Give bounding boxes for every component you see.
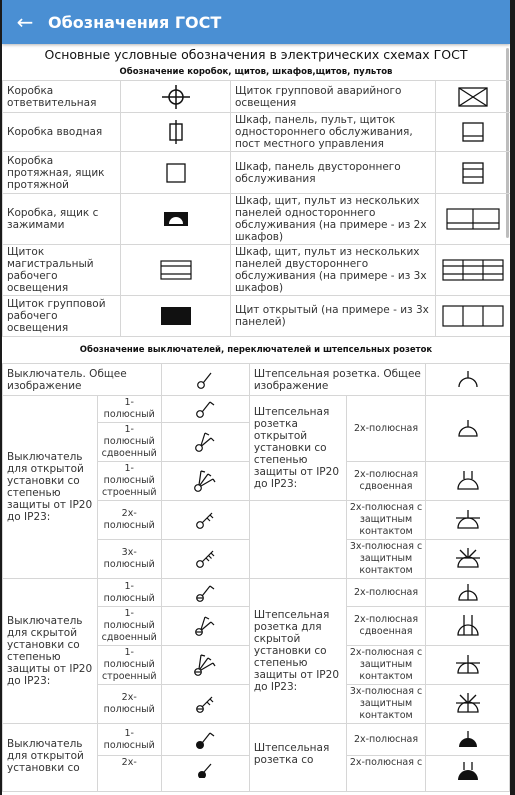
hidden-switch-2p-icon [161, 685, 249, 724]
socket-type: 2х-полюсная с защитным контактом [346, 501, 425, 540]
main-lighting-panel-icon [121, 245, 231, 296]
socket-type: 2х-полюсная [346, 724, 425, 756]
switches-table [2, 363, 510, 792]
socket-type: 2х-полюсная с защитным контактом [346, 646, 425, 685]
socket-type: 2х-полюсная [346, 579, 425, 607]
symbol-name: Шкаф, щит, пульт из нескольких панелей одностороннего обслуживания (на примере - из 2х шкафов) [231, 194, 436, 245]
table-row [3, 364, 510, 396]
page-title: Основные условные обозначения в электрических схемах ГОСТ [44, 47, 468, 62]
switch-type: 1-полюсный сдвоенный [97, 607, 161, 646]
section-2-title: Обозначение выключателей, переключателей и штепсельных розеток [79, 345, 433, 355]
switch-type: 3х-полюсный [97, 540, 161, 579]
switch-3p-icon [161, 540, 249, 579]
socket-group-label: Штепсельная розетка открытой установки со степенью защиты от IP20 до IP23: [249, 396, 346, 501]
hidden-socket-3p-ground-icon [426, 685, 510, 724]
single-side-cabinet-icon [436, 113, 511, 152]
symbol-name: Щиток групповой рабочего освещения [3, 296, 121, 337]
socket-2p-ground-icon [426, 501, 510, 540]
switch-1p-triple-icon [161, 462, 249, 501]
socket-group-label: Штепсельная розетка для скрытой установки со степенью защиты от IP20 до IP23: [249, 579, 346, 724]
waterproof-switch-2p-icon [161, 756, 249, 792]
app-bar [2, 0, 510, 44]
hidden-socket-2p-icon [426, 579, 510, 607]
symbol-name: Коробка вводная [3, 113, 121, 152]
socket-type: 2х-полюсная с [346, 756, 425, 792]
double-side-cabinet-icon [436, 152, 511, 194]
switch-1p-double-icon [161, 423, 249, 462]
boxes-table [2, 80, 510, 337]
table-row [3, 194, 511, 245]
switch-group-label: Выключатель для открытой установки со степенью защиты от IP20 до IP23: [3, 396, 98, 579]
socket-group-label: Штепсельная розетка со [249, 724, 346, 792]
section-1-title: Обозначение коробок, щитов, шкафов,щитов, пультов [119, 67, 393, 77]
switch-type: 1-полюсный строенный [97, 462, 161, 501]
socket-type: 2х-полюсная сдвоенная [346, 462, 425, 501]
switch-type: 2х-полюсный [97, 501, 161, 540]
symbol-name: Штепсельная розетка. Общее изображение [249, 364, 425, 396]
symbol-name: Коробка протяжная, ящик протяжной [3, 152, 121, 194]
switch-1p-icon [161, 396, 249, 423]
waterproof-socket-2p-icon [426, 724, 510, 756]
symbol-name: Щиток групповой аварийного освещения [231, 81, 436, 113]
pull-box-icon [121, 152, 231, 194]
three-panel-cabinet-icon [436, 245, 511, 296]
table-row [3, 81, 511, 113]
socket-type: 3х-полюсная с защитным контактом [346, 540, 425, 579]
switch-type: 1-полюсный строенный [97, 646, 161, 685]
terminal-box-icon [121, 194, 231, 245]
switch-type: 1-полюсный [97, 579, 161, 607]
symbol-name: Щит открытый (на примере - из 3х панелей) [231, 296, 436, 337]
open-board-icon [436, 296, 511, 337]
symbol-name: Коробка, ящик с зажимами [3, 194, 121, 245]
table-row [3, 245, 511, 296]
group-lighting-panel-icon [121, 296, 231, 337]
socket-type: 2х-полюсная [346, 396, 425, 462]
waterproof-socket-2p-double-icon [426, 756, 510, 792]
content [2, 44, 510, 792]
symbol-name: Шкаф, панель двустороннего обслуживания [231, 152, 436, 194]
app-title: Обозначения ГОСТ [48, 12, 222, 32]
switch-group-label: Выключатель для скрытой установки со степенью защиты от IP20 до IP23: [3, 579, 98, 724]
socket-2p-icon [426, 396, 510, 462]
table-row [3, 296, 511, 337]
switch-icon [161, 364, 249, 396]
switch-type: 2х- [97, 756, 161, 792]
socket-icon [426, 364, 510, 396]
switch-type: 1-полюсный [97, 724, 161, 756]
symbol-name: Выключатель. Общее изображение [3, 364, 162, 396]
input-box-icon [121, 113, 231, 152]
switch-type: 2х-полюсный [97, 685, 161, 724]
switch-type: 1-полюсный сдвоенный [97, 423, 161, 462]
symbol-name: Шкаф, щит, пульт из нескольких панелей двустороннего обслуживания (на примере - из 3х шкафов) [231, 245, 436, 296]
switch-2p-icon [161, 501, 249, 540]
arrow-left-icon[interactable]: ← [16, 10, 34, 34]
hidden-switch-1p-double-icon [161, 607, 249, 646]
socket-type: 3х-полюсная с защитным контактом [346, 685, 425, 724]
symbol-name: Коробка ответвительная [3, 81, 121, 113]
symbol-name: Щиток магистральный рабочего освещения [3, 245, 121, 296]
hidden-socket-2p-double-icon [426, 607, 510, 646]
symbol-name: Шкаф, панель, пульт, щиток одностороннего обслуживания, пост местного управления [231, 113, 436, 152]
two-panel-cabinet-icon [436, 194, 511, 245]
socket-type: 2х-полюсная сдвоенная [346, 607, 425, 646]
hidden-switch-1p-icon [161, 579, 249, 607]
waterproof-switch-1p-icon [161, 724, 249, 756]
emergency-panel-icon [436, 81, 511, 113]
socket-group-label-blank [249, 501, 346, 579]
app-screen [2, 0, 510, 795]
table-row [3, 396, 510, 423]
socket-3p-ground-icon [426, 540, 510, 579]
table-row [3, 579, 510, 607]
switch-type: 1-полюсный [97, 396, 161, 423]
switch-group-label: Выключатель для открытой установки со [3, 724, 98, 792]
hidden-switch-1p-triple-icon [161, 646, 249, 685]
table-row [3, 152, 511, 194]
table-row [3, 724, 510, 756]
socket-2p-double-icon [426, 462, 510, 501]
hidden-socket-2p-ground-icon [426, 646, 510, 685]
branch-box-icon [121, 81, 231, 113]
table-row [3, 113, 511, 152]
